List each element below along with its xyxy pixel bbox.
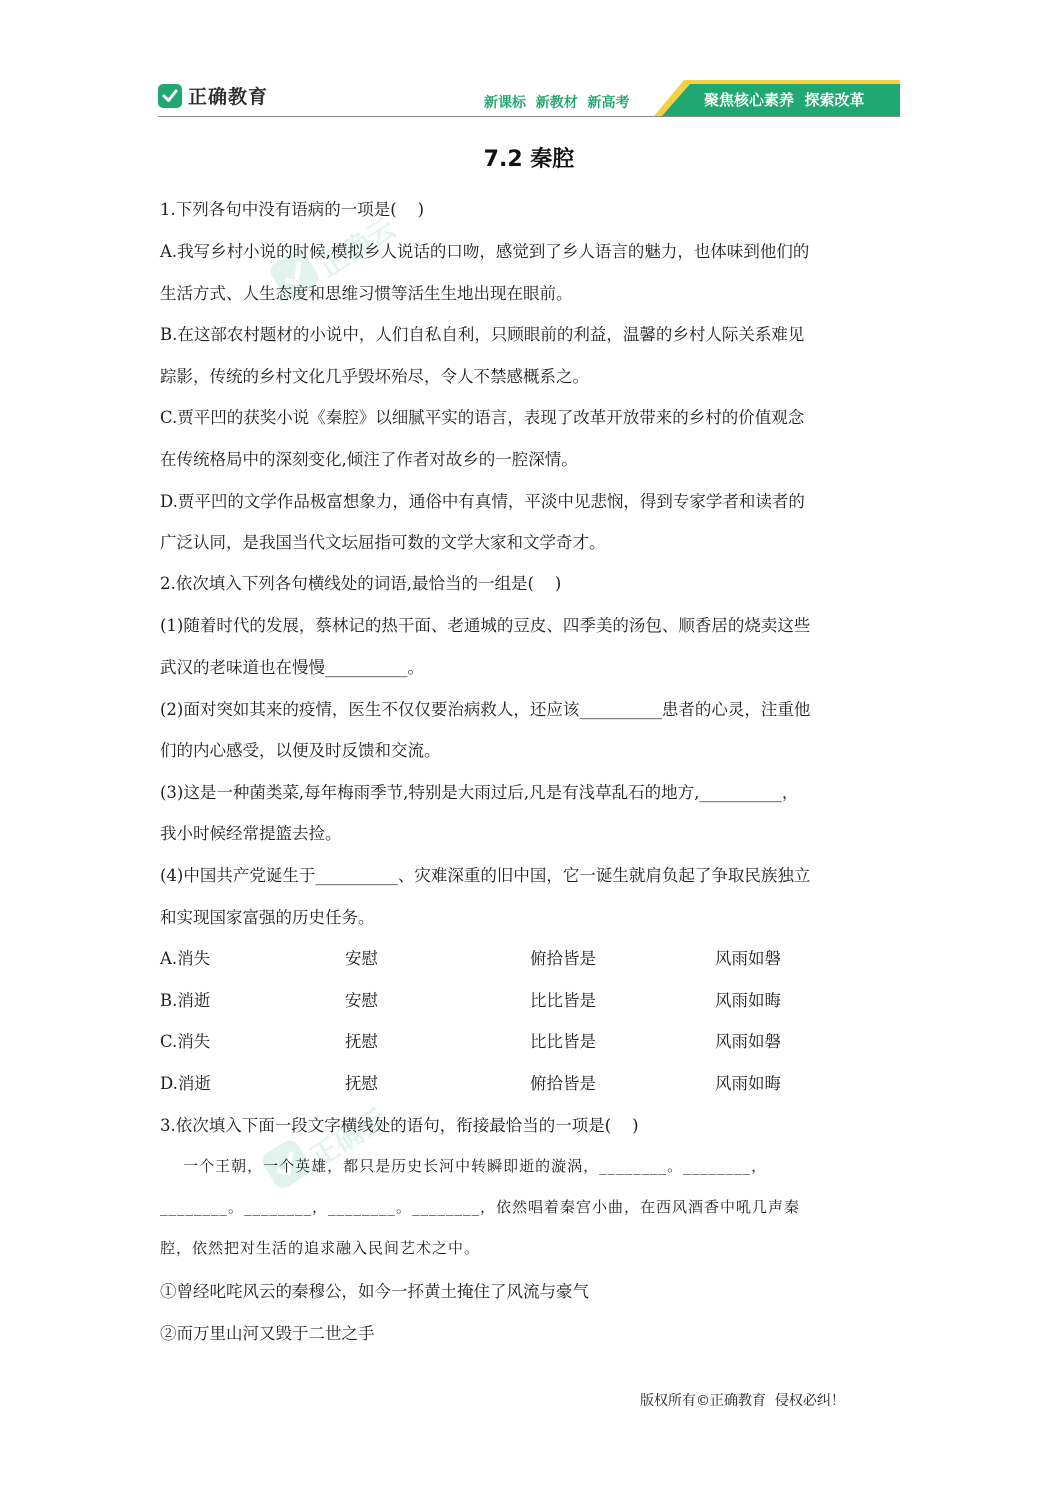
check-icon [158,84,182,108]
option-label: B.消逝 [160,991,211,1010]
watermark-text: 正确云 [304,1101,394,1174]
watermark-text: 正确云 [312,211,402,284]
option-word: 比比皆是 [530,1032,596,1051]
option-label: D.消逝 [160,1074,211,1093]
option-word: 抚慰 [345,1074,378,1093]
page-title: 7.2 秦腔 [483,147,575,172]
option-word: 俯拾皆是 [530,1074,596,1093]
logo [158,82,268,109]
option-label: C.消失 [160,1032,211,1051]
q2-sentence-4: (4)中国共产党诞生于__________、灾难深重的旧中国，它一诞生就肩负起了争取民族独立 [160,866,811,885]
question-1-stem: 1.下列各句中没有语病的一项是( ) [160,200,425,219]
q2-sentence-2: (2)面对突如其来的疫情，医生不仅仅要治病救人，还应该__________患者的心灵，注重他 [160,700,811,719]
q2-sentence-4-cont: 和实现国家富强的历史任务。 [160,908,375,927]
option-word: 风雨如磐 [715,949,781,968]
header-divider [158,116,900,117]
option-word: 风雨如晦 [715,991,781,1010]
slogan-left: 新课标 新教材 新高考 [484,95,630,111]
slogan-banner [654,80,900,116]
option-word: 风雨如磐 [715,1032,781,1051]
logo-text: 正确教育 [188,86,269,108]
q3-passage-line: 腔，依然把对生活的追求融入民间艺术之中。 [160,1239,481,1257]
option-word: 风雨如晦 [715,1074,781,1093]
option-word: 比比皆是 [530,991,596,1010]
option-word: 安慰 [345,949,378,968]
page-header [158,78,900,118]
watermark-bottom [259,1090,394,1200]
q1-option-a: A.我写乡村小说的时候,模拟乡人说话的口吻，感觉到了乡人语言的魅力，也体味到他们的 [160,242,810,261]
q1-option-b: B.在这部农村题材的小说中，人们自私自利，只顾眼前的利益，温馨的乡村人际关系难见 [160,325,805,344]
q2-sentence-1: (1)随着时代的发展，蔡林记的热干面、老通城的豆皮、四季美的汤包、顺香居的烧卖这些 [160,616,811,635]
q2-sentence-3: (3)这是一种菌类菜,每年梅雨季节,特别是大雨过后,凡是有浅草乱石的地方,__________， [160,783,799,802]
q2-sentence-1-cont: 武汉的老味道也在慢慢__________。 [160,658,424,677]
slogan-right: 聚焦核心素养 探索改革 [704,91,865,109]
option-label: A.消失 [160,949,211,968]
option-word: 抚慰 [345,1032,378,1051]
q1-option-d: D.贾平凹的文学作品极富想象力，通俗中有真情，平淡中见悲悯，得到专家学者和读者的 [160,492,805,511]
q1-option-c-cont: 在传统格局中的深刻变化,倾注了作者对故乡的一腔深情。 [160,450,578,469]
q3-item-2: ②而万里山河又毁于二世之手 [160,1324,375,1343]
option-word: 俯拾皆是 [530,949,596,968]
question-2-stem: 2.依次填入下列各句横线处的词语,最恰当的一组是( ) [160,574,562,593]
question-3-stem: 3.依次填入下面一段文字横线处的语句，衔接最恰当的一项是( ) [160,1116,639,1135]
q1-option-b-cont: 踪影，传统的乡村文化几乎毁坏殆尽，令人不禁感概系之。 [160,367,589,386]
q1-option-c: C.贾平凹的获奖小说《秦腔》以细腻平实的语言，表现了改革开放带来的乡村的价值观念 [160,408,805,427]
q3-passage-line: 一个王朝，一个英雄，都只是历史长河中转瞬即逝的漩涡，________。________， [160,1157,768,1175]
q1-option-a-cont: 生活方式、人生态度和思维习惯等活生生地出现在眼前。 [160,284,573,303]
q2-sentence-3-cont: 我小时候经常提篮去捡。 [160,824,342,843]
copyright-footer: 版权所有©正确教育 侵权必纠！ [640,1393,845,1409]
q3-passage-line: ________。________，________。________，依然唱着秦宫小曲，在西风酒香中吼几声秦 [160,1198,801,1216]
q2-sentence-2-cont: 们的内心感受，以便及时反馈和交流。 [160,741,441,760]
option-word: 安慰 [345,991,378,1010]
q3-item-1: ①曾经叱咤风云的秦穆公，如今一抔黄土掩住了风流与豪气 [160,1282,589,1301]
q1-option-d-cont: 广泛认同，是我国当代文坛屈指可数的文学大家和文学奇才。 [160,533,606,552]
